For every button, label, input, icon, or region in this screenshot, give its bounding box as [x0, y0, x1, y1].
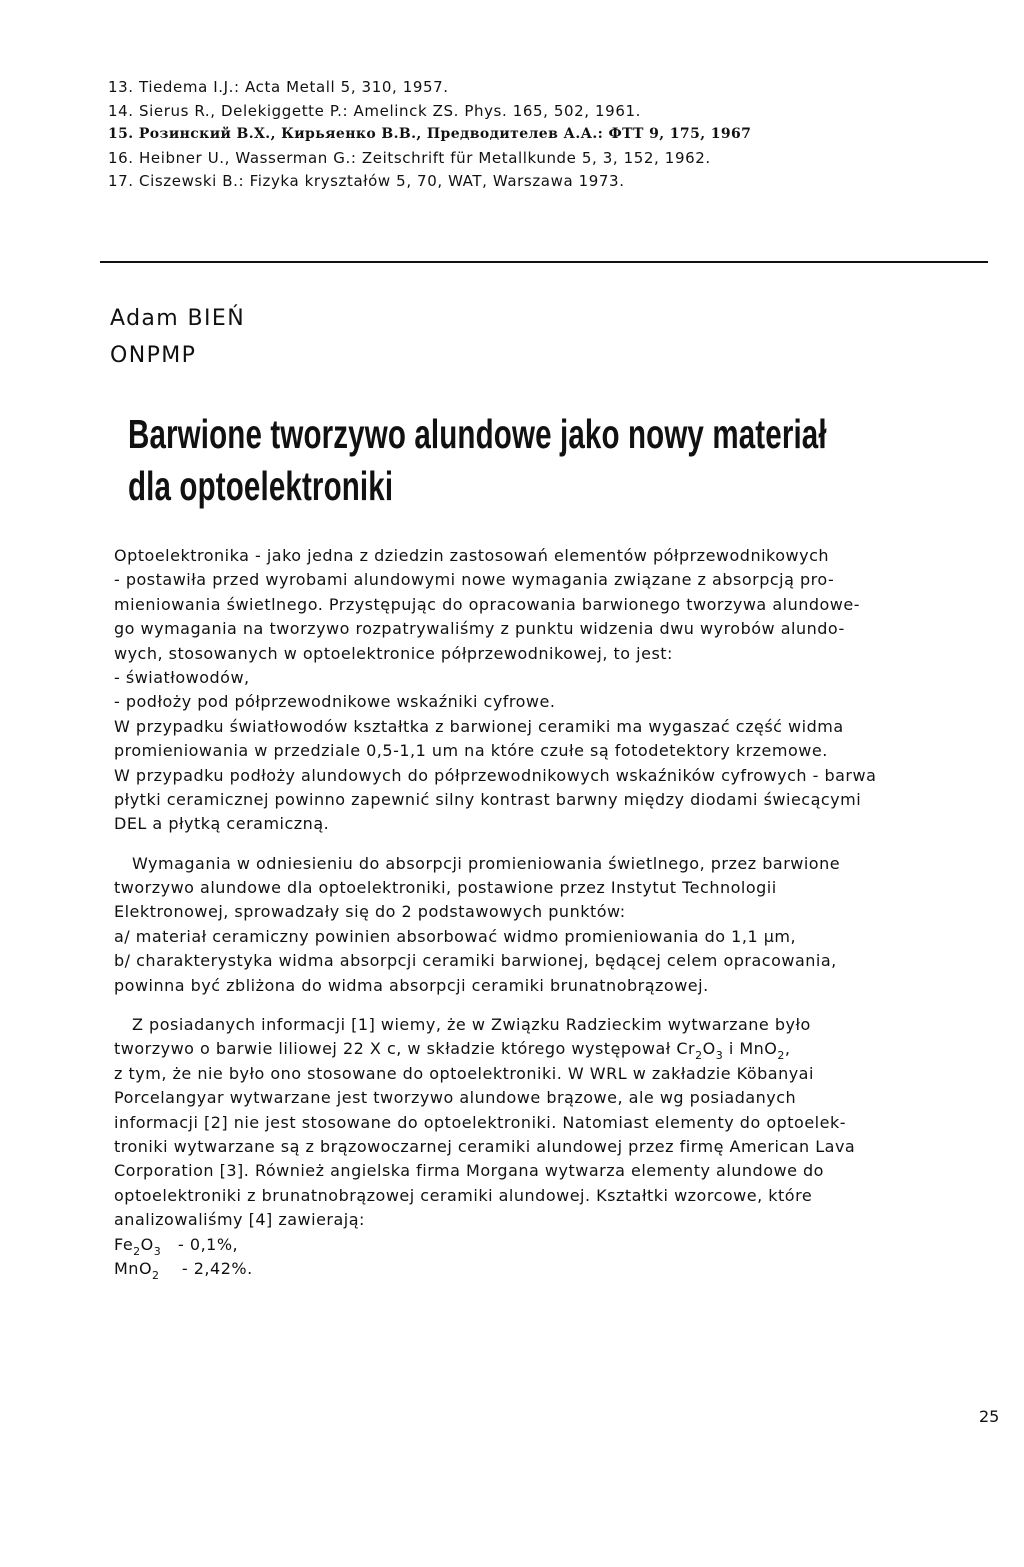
text-line: powinna być zbliżona do widma absorpcji ceramiki brunatnobrązowej.	[114, 975, 709, 995]
text-line: informacji [2] nie jest stosowane do optoelektroniki. Natomiast elementy do optoelek-	[114, 1112, 847, 1132]
subscript: 2	[695, 1049, 703, 1063]
article-body	[114, 544, 994, 1281]
reference-16: 16. Heibner U., Wasserman G.: Zeitschrift für Metallkunde 5, 3, 152, 1962.	[108, 148, 711, 167]
subscript: 3	[715, 1049, 724, 1063]
text-line: go wymagania na tworzywo rozpatrywaliśmy z punktu widzenia dwu wyrobów alundo-	[114, 619, 845, 639]
text-line: DEL a płytką ceramiczną.	[114, 814, 330, 834]
composition-fe2o3	[114, 1233, 994, 1257]
page-number: 25	[979, 1407, 1000, 1426]
text-line: - podłoży pod półprzewodnikowe wskaźniki cyfrowe.	[114, 692, 556, 712]
text-line: promieniowania w przedziale 0,5-1,1 um na które czułe są fotodetektory krzemowe.	[114, 741, 828, 761]
text-fragment: tworzywo o barwie liliowej 22 X c, w składzie którego występował Cr	[114, 1039, 696, 1059]
composition-value: - 2,42%.	[181, 1258, 253, 1278]
reference-17: 17. Ciszewski B.: Fizyka kryształów 5, 70, WAT, Warszawa 1973.	[108, 172, 625, 190]
reference-14: 14. Sierus R., Delekiggette P.: Amelinck ZS. Phys. 165, 502, 1961.	[108, 101, 641, 120]
subscript: 2	[133, 1244, 141, 1258]
text-line: analizowaliśmy [4] zawierają:	[114, 1210, 365, 1230]
references-list	[108, 76, 751, 194]
text-line: optoelektroniki z brunatnobrązowej ceramiki alundowej. Kształtki wzorcowe, które	[114, 1185, 813, 1205]
reference-15: 15. Розинский В.Х., Кирьяенко В.В., Предводителев А.А.: ФТТ 9, 175, 1967	[108, 126, 752, 142]
subscript: 2	[152, 1268, 160, 1282]
paragraph-1	[114, 544, 994, 837]
composition-value: - 0,1%,	[178, 1234, 239, 1254]
text-line: wych, stosowanych w optoelektronice półprzewodnikowej, to jest:	[114, 643, 673, 663]
text-line: z tym, że nie było ono stosowane do optoelektroniki. W WRL w zakładzie Köbanyai	[114, 1063, 814, 1083]
text-line: płytki ceramicznej powinno zapewnić silny kontrast barwny między diodami świecącymi	[114, 789, 862, 809]
text-line: - światłowodów,	[114, 667, 250, 687]
paragraph-3	[114, 1013, 994, 1281]
formula-base: Fe	[114, 1234, 134, 1254]
text-line: b/ charakterystyka widma absorpcji ceramiki barwionej, będącej celem opracowania,	[114, 951, 837, 971]
text-line: troniki wytwarzane są z brązowoczarnej ceramiki alundowej przez firmę American Lava	[114, 1136, 856, 1156]
text-line: mieniowania świetlnego. Przystępując do opracowania barwionego tworzywa alundowe-	[114, 594, 860, 614]
text-line: W przypadku światłowodów kształtka z barwionej ceramiki ma wygaszać część widma	[114, 716, 844, 736]
text-fragment: ,	[784, 1039, 791, 1059]
text-line: Optoelektronika - jako jedna z dziedzin zastosowań elementów półprzewodnikowych	[114, 546, 830, 565]
title-line-1: Barwione tworzywo alundowe jako nowy materiał	[128, 411, 827, 457]
author-name: Adam BIEŃ	[110, 306, 246, 331]
paragraph-2	[114, 852, 994, 998]
title-line-2: dla optoelektroniki	[128, 463, 394, 509]
subscript: 2	[777, 1049, 785, 1063]
text-line: Corporation [3]. Również angielska firma Morgana wytwarza elementy alundowe do	[114, 1161, 824, 1181]
text-line: W przypadku podłoży alundowych do półprzewodnikowych wskaźników cyfrowych - barwa	[114, 765, 877, 785]
reference-13: 13. Tiedema I.J.: Acta Metall 5, 310, 1957.	[108, 78, 449, 96]
subscript: 3	[153, 1244, 162, 1258]
author-affiliation: ONPMP	[110, 343, 197, 368]
text-line-formula	[114, 1037, 994, 1061]
article-title	[128, 408, 827, 512]
text-line: - postawiła przed wyrobami alundowymi nowe wymagania związane z absorpcją pro-	[114, 570, 835, 590]
text-fragment: O	[702, 1039, 716, 1059]
text-line: tworzywo alundowe dla optoelektroniki, postawione przez Instytut Technologii	[114, 878, 777, 898]
text-line: Elektronowej, sprowadzały się do 2 podstawowych punktów:	[114, 902, 626, 922]
section-divider	[100, 261, 988, 263]
text-line: Wymagania w odniesieniu do absorpcji promieniowania świetlnego, przez barwione	[132, 853, 841, 873]
text-fragment: i MnO	[723, 1039, 778, 1059]
text-line: Z posiadanych informacji [1] wiemy, że w Związku Radzieckim wytwarzane było	[132, 1015, 811, 1035]
author-block	[110, 300, 245, 374]
text-line: Porcelangyar wytwarzane jest tworzywo alundowe brązowe, ale wg posiadanych	[114, 1088, 797, 1108]
text-line: a/ materiał ceramiczny powinien absorbować widmo promieniowania do 1,1 µm,	[114, 926, 797, 946]
formula-base: MnO	[114, 1258, 153, 1278]
composition-mno2	[114, 1257, 994, 1281]
formula-base: O	[140, 1234, 154, 1254]
